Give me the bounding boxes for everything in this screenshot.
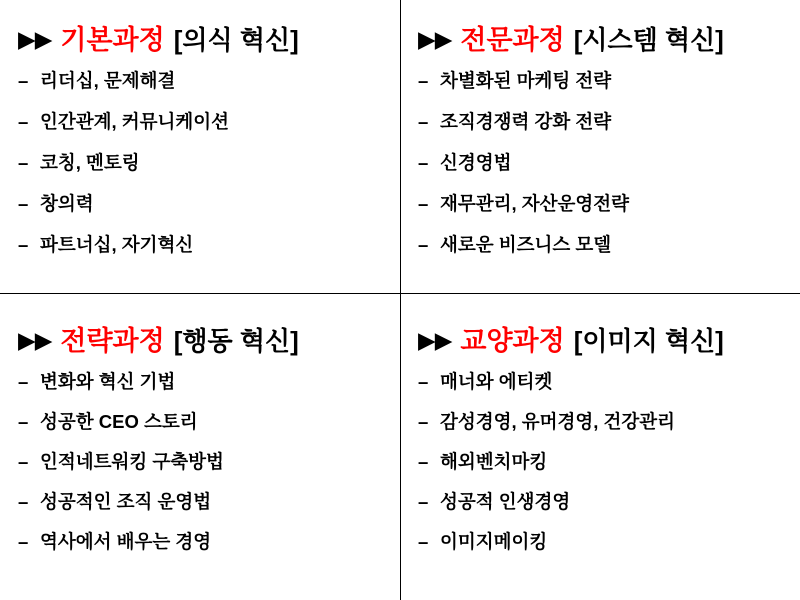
dash-icon: – <box>418 371 429 392</box>
dash-icon: – <box>418 70 429 91</box>
list-item <box>418 149 784 175</box>
quadrant-header <box>418 18 784 57</box>
list-item <box>18 528 384 554</box>
list-item-label: 변화와 혁신 기법 <box>40 371 176 392</box>
list-item <box>18 149 384 175</box>
dash-icon: – <box>18 234 29 255</box>
list-item <box>418 231 784 257</box>
dash-icon: – <box>18 491 29 512</box>
horizontal-divider <box>0 293 800 294</box>
quadrant-header <box>418 319 784 358</box>
quadrant-subtitle: [의식 혁신] <box>173 25 299 55</box>
quadrant-strategy-course <box>0 293 400 600</box>
list-item-label: 성공적 인생경영 <box>440 491 571 512</box>
dash-icon: – <box>418 411 429 432</box>
bullet-list <box>418 67 784 257</box>
vertical-divider <box>400 0 401 600</box>
double-arrow-icon: ▶▶ <box>418 26 452 52</box>
double-arrow-icon: ▶▶ <box>18 26 52 52</box>
list-item-label: 해외벤치마킹 <box>440 451 548 472</box>
dash-icon: – <box>418 451 429 472</box>
list-item <box>418 448 784 474</box>
dash-icon: – <box>418 491 429 512</box>
list-item <box>418 528 784 554</box>
quadrant-subtitle: [시스템 혁신] <box>573 25 724 55</box>
bullet-list <box>18 67 384 257</box>
list-item-label: 신경영법 <box>440 152 512 173</box>
list-item-label: 조직경쟁력 강화 전략 <box>440 111 612 132</box>
list-item <box>18 190 384 216</box>
list-item-label: 재무관리, 자산운영전략 <box>440 193 629 214</box>
dash-icon: – <box>18 152 29 173</box>
list-item <box>418 368 784 394</box>
list-item-label: 성공한 CEO 스토리 <box>40 411 198 432</box>
quadrant-title: 전문과정 <box>460 25 565 55</box>
list-item <box>418 190 784 216</box>
dash-icon: – <box>18 451 29 472</box>
list-item <box>418 67 784 93</box>
double-arrow-icon: ▶▶ <box>18 327 52 353</box>
list-item <box>18 448 384 474</box>
dash-icon: – <box>18 371 29 392</box>
quadrant-title: 전략과정 <box>60 326 165 356</box>
dash-icon: – <box>18 70 29 91</box>
list-item <box>18 368 384 394</box>
list-item <box>418 488 784 514</box>
dash-icon: – <box>18 531 29 552</box>
list-item <box>418 108 784 134</box>
dash-icon: – <box>18 411 29 432</box>
quadrant-subtitle: [행동 혁신] <box>173 326 299 356</box>
list-item <box>18 231 384 257</box>
dash-icon: – <box>418 531 429 552</box>
quadrant-header <box>18 18 384 57</box>
quadrant-subtitle: [이미지 혁신] <box>573 326 724 356</box>
list-item-label: 파트너십, 자기혁신 <box>40 234 194 255</box>
dash-icon: – <box>418 234 429 255</box>
quadrant-title: 기본과정 <box>60 25 165 55</box>
list-item-label: 감성경영, 유머경영, 건강관리 <box>440 411 676 432</box>
dash-icon: – <box>18 111 29 132</box>
dash-icon: – <box>418 193 429 214</box>
list-item-label: 리더십, 문제해결 <box>40 70 176 91</box>
list-item-label: 인적네트워킹 구축방법 <box>40 451 224 472</box>
list-item-label: 새로운 비즈니스 모델 <box>440 234 612 255</box>
list-item-label: 인간관계, 커뮤니케이션 <box>40 111 229 132</box>
quadrant-professional-course <box>400 0 800 293</box>
list-item <box>18 108 384 134</box>
bullet-list <box>418 368 784 554</box>
dash-icon: – <box>418 152 429 173</box>
quadrant-culture-course <box>400 293 800 600</box>
bullet-list <box>18 368 384 554</box>
list-item-label: 이미지메이킹 <box>440 531 548 552</box>
dash-icon: – <box>18 193 29 214</box>
list-item-label: 코칭, 멘토링 <box>40 152 140 173</box>
list-item <box>18 488 384 514</box>
list-item-label: 성공적인 조직 운영법 <box>40 491 212 512</box>
list-item-label: 매너와 에티켓 <box>440 371 553 392</box>
list-item <box>18 67 384 93</box>
double-arrow-icon: ▶▶ <box>418 327 452 353</box>
list-item-label: 차별화된 마케팅 전략 <box>440 70 612 91</box>
quadrant-header <box>18 319 384 358</box>
list-item-label: 창의력 <box>40 193 94 214</box>
list-item <box>18 408 384 434</box>
quadrant-basic-course <box>0 0 400 293</box>
quadrant-title: 교양과정 <box>460 326 565 356</box>
list-item-label: 역사에서 배우는 경영 <box>40 531 212 552</box>
list-item <box>418 408 784 434</box>
dash-icon: – <box>418 111 429 132</box>
